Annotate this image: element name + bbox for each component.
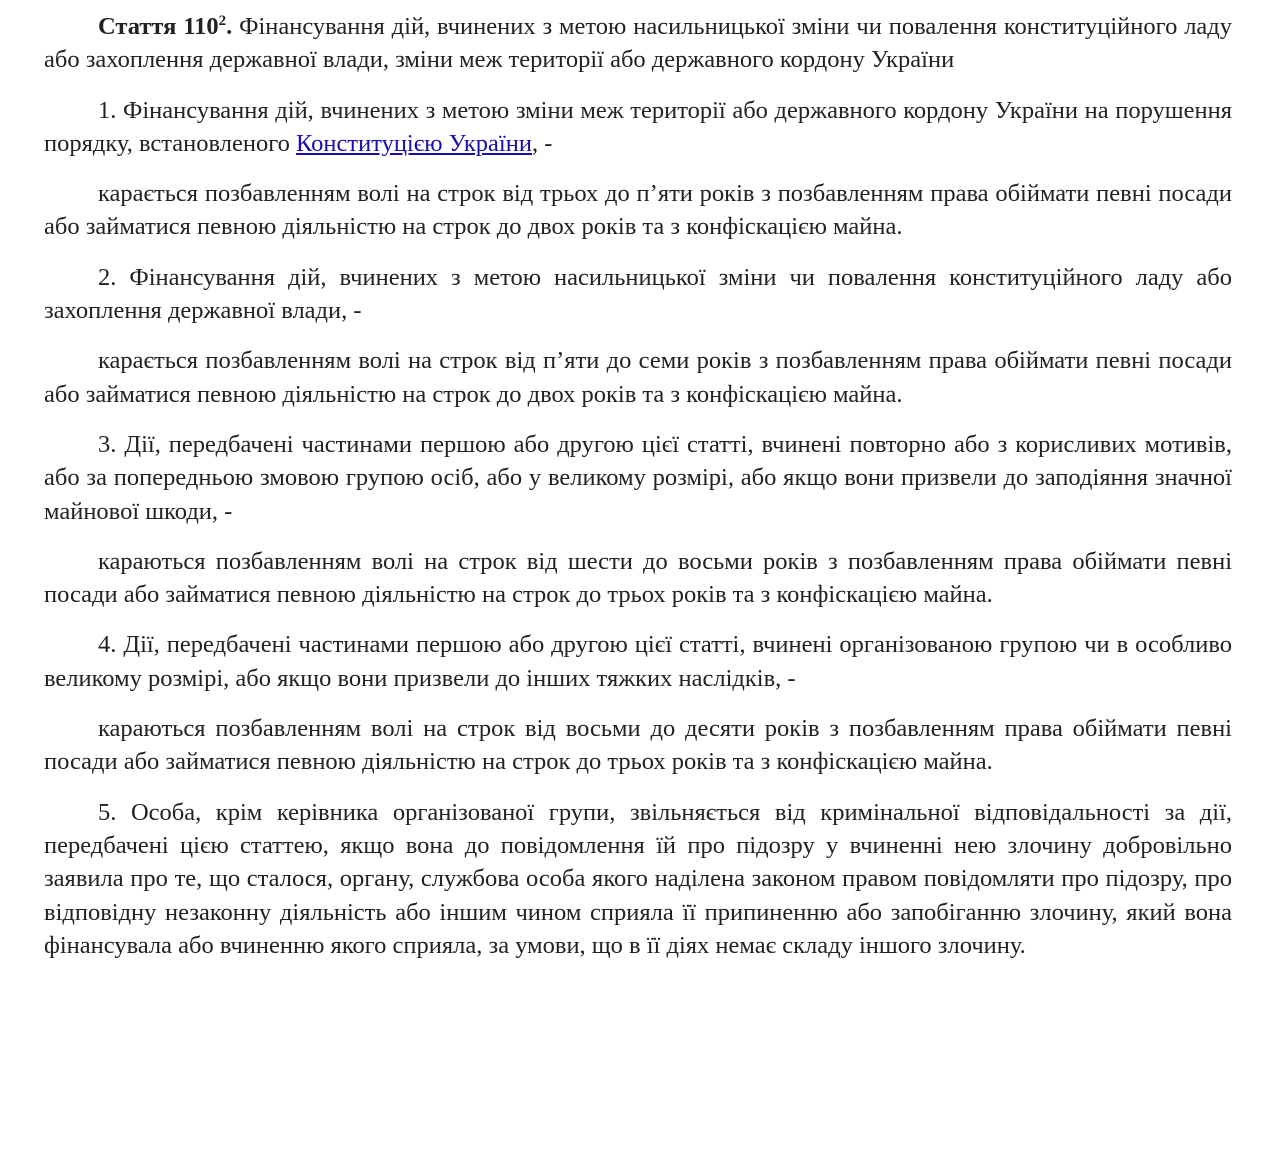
article-heading <box>44 10 1232 77</box>
part-5: 5. Особа, крім керівника організованої групи, звільняється від кримінальної відповідальності за дії, передбачені цією статтею, якщо вона до повідомлення їй про підозру у вчиненні нею злочину добровільно заявила про те, що сталося, органу, службова особа якого наділена законом правом повідомляти про підозру, про відповідну незаконну діяльність або іншим чином сприяла її припиненню або запобіганню злочину, який вона фінансувала або вчиненню якого сприяла, за умови, що в її діях немає складу іншого злочину. <box>44 798 1232 959</box>
part-1-ending: , - <box>531 129 553 157</box>
part-2: 2. Фінансування дій, вчинених з метою насильницької зміни чи повалення конституційного ладу або захоплення державної влади, - <box>44 263 1232 325</box>
sanction-3: караються позбавленням волі на строк від шести до восьми років з позбавленням права обіймати певні посади або займатися певною діяльністю на строк до трьох років та з конфіскацією майна. <box>44 547 1232 609</box>
part-1-text: 1. Фінансування дій, вчинених з метою зміни меж території або державного кордону України на порушення порядку, встановленого <box>44 96 1232 157</box>
article-superscript: 2 <box>218 13 227 29</box>
sanction-4: караються позбавленням волі на строк від восьми до десяти років з позбавленням права обіймати певні посади або займатися певною діяльністю на строк до трьох років та з конфіскацією майна. <box>44 715 1232 776</box>
article-title: Фінансування дій, вчинених з метою насильницької зміни чи повалення конституційного ладу або захоплення державної влади, зміни меж території або державного кордону України <box>44 13 1233 74</box>
constitution-link[interactable]: Конституцією України <box>296 129 532 157</box>
article-label: Стаття 110 <box>98 13 219 40</box>
part-1 <box>44 94 1232 161</box>
part-3: 3. Дії, передбачені частинами першою або другою цієї статті, вчинені повторно або з корисливих мотивів, або за попередньою змовою групою осіб, або у великому розмірі, або якщо вони призвели до заподіяння значної майнової шкоди, - <box>44 430 1232 525</box>
article-label-end: . <box>226 13 233 40</box>
article-number <box>98 13 232 40</box>
sanction-1: карається позбавленням волі на строк від трьох до п’яти років з позбавленням права обіймати певні посади або займатися певною діяльністю на строк до двох років та з конфіскацією майна. <box>44 180 1232 241</box>
part-4: 4. Дії, передбачені частинами першою або другою цієї статті, вчинені організованою групою чи в особливо великому розмірі, або якщо вони призвели до інших тяжких наслідків, - <box>44 631 1232 692</box>
sanction-2: карається позбавленням волі на строк від п’яти до семи років з позбавленням права обіймати певні посади або займатися певною діяльністю на строк до двох років та з конфіскацією майна. <box>44 347 1232 408</box>
